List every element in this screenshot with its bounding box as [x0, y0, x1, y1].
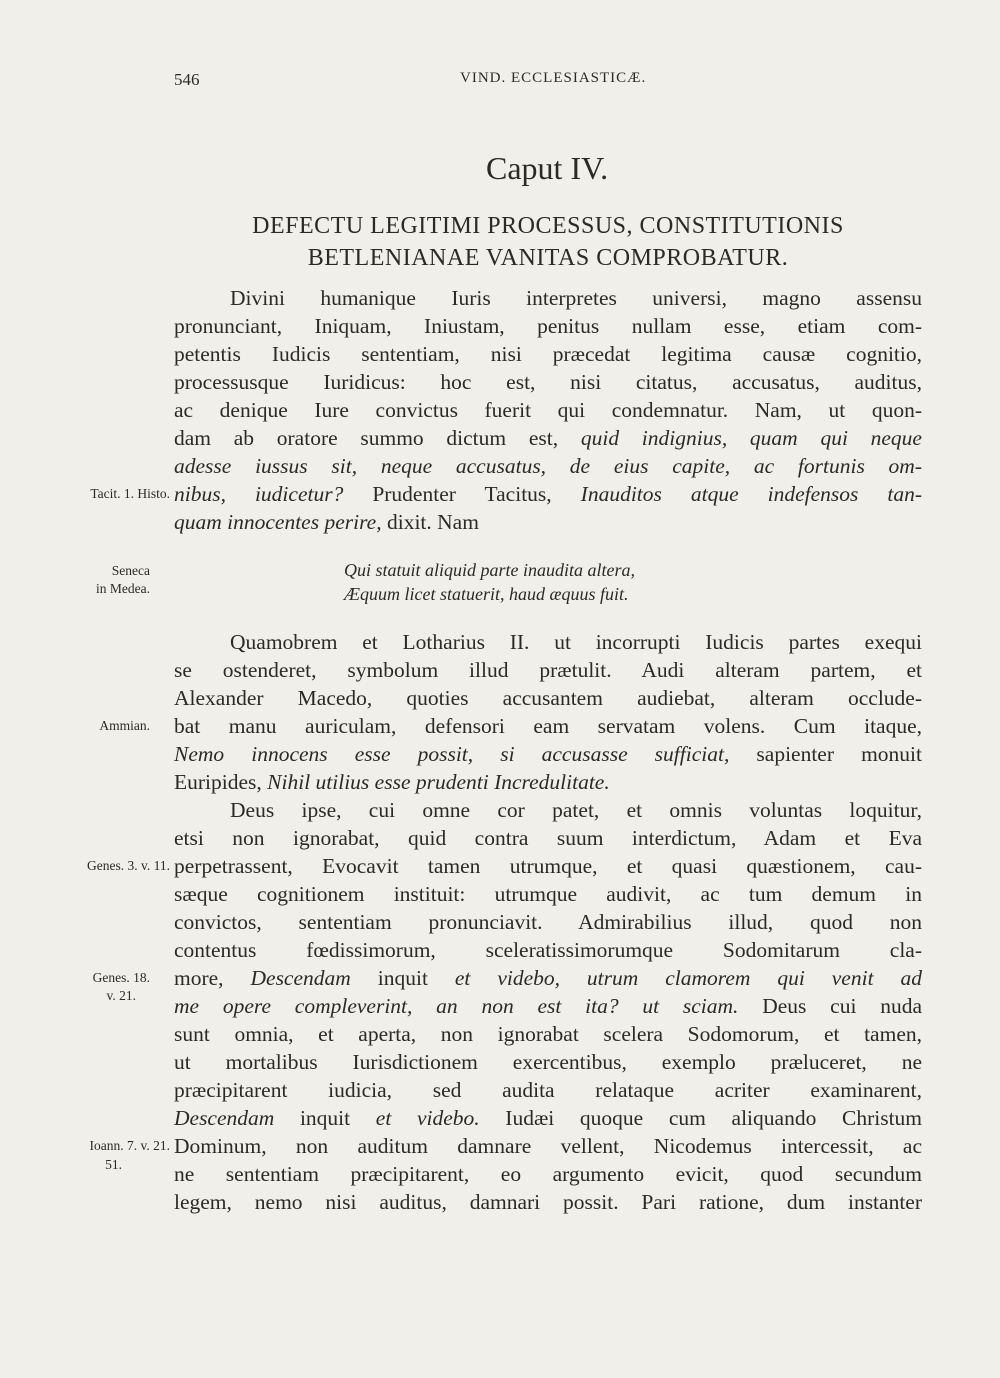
text-line: Quamobrem et Lotharius II. ut incorrupti Iudicis partes exequi [230, 630, 922, 654]
margin-note-john-7: Ioann. 7. v. 21. [89, 1138, 170, 1153]
quotation: quid indignius, quam qui neque [580, 426, 922, 450]
quotation: Inauditos atque indefensos tan- [580, 482, 923, 506]
text-line: pronunciant, Iniquam, Iniustam, penitus nullam esse, etiam com- [174, 314, 922, 338]
text-run: dam ab oratore summo dictum est, [174, 426, 581, 450]
text-run: inquit [350, 966, 455, 990]
quotation: Nihil utilius esse prudenti Incredulitate. [267, 770, 610, 794]
text-line: ac denique Iure convictus fuerit qui condemnatur. Nam, ut quon- [174, 398, 922, 422]
text-line: Divini humanique Iuris interpretes universi, magno assensu [230, 286, 922, 310]
text-run: more, [174, 966, 251, 990]
text-run: sapienter monuit [729, 742, 922, 766]
text-run: Iudæi quoque cum aliquando Christum [479, 1106, 923, 1130]
text-line [174, 993, 922, 1019]
text-run: Prudenter Tacitus, [343, 482, 581, 506]
text-line: perpetrassent, Evocavit tamen utrumque, et quasi quæstionem, cau- [174, 854, 922, 878]
text-line: convictos, sententiam pronunciavit. Admirabilius illud, quod non [174, 910, 922, 934]
running-head: VIND. ECCLESIASTICÆ. [460, 70, 647, 86]
quotation: quam innocentes perire, [174, 510, 382, 534]
verse-line: Qui statuit aliquid parte inaudita altera, [344, 560, 636, 580]
text-line [174, 509, 922, 535]
quotation: me opere compleverint, an non est ita? ut sciam. [174, 994, 739, 1018]
text-line: adesse iussus sit, neque accusatus, de eius capite, ac fortunis om- [174, 454, 922, 478]
text-line: Deus ipse, cui omne cor patet, et omnis voluntas loquitur, [230, 798, 922, 822]
text-run: dixit. Nam [381, 510, 479, 534]
text-line [174, 741, 922, 767]
text-line: ne sententiam præcipitarent, eo argumento evicit, quod secundum [174, 1162, 922, 1186]
margin-note-john-7-verse: 51. [105, 1157, 122, 1172]
text-run: inquit [274, 1106, 376, 1130]
text-line: bat manu auriculam, defensori eam servatam volens. Cum itaque, [174, 714, 922, 738]
chapter-title: Caput IV. [486, 150, 609, 186]
text-line: legem, nemo nisi auditus, damnari possit. Pari ratione, dum instanter [174, 1190, 922, 1214]
chapter-subtitle-line-1: DEFECTU LEGITIMI PROCESSUS, CONSTITUTIONIS [252, 213, 844, 239]
margin-note-seneca: Seneca [111, 563, 150, 578]
quotation: nibus, iudicetur? [174, 482, 344, 506]
quotation: Nemo innocens esse possit, si accusasse sufficiat, [174, 742, 730, 766]
margin-note-genesis-18: Genes. 18. [92, 970, 150, 985]
quotation: Descendam [174, 1106, 275, 1130]
text-line: Alexander Macedo, quoties accusantem audiebat, alteram occlude- [174, 686, 922, 710]
margin-note-seneca-work: in Medea. [96, 581, 150, 596]
text-line [174, 965, 922, 991]
text-line: præcipitarent iudicia, sed audita relataque acriter examinarent, [174, 1078, 922, 1102]
page-number: 546 [174, 70, 200, 89]
margin-note-tacitus: Tacit. 1. Histo. [90, 486, 170, 501]
margin-note-ammian: Ammian. [99, 718, 150, 733]
text-line: ut mortalibus Iurisdictionem exercentibus, exemplo præluceret, ne [174, 1050, 922, 1074]
text-line: processusque Iuridicus: hoc est, nisi citatus, accusatus, auditus, [174, 370, 922, 394]
text-line: se ostenderet, symbolum illud prætulit. Audi alteram partem, et [174, 658, 922, 682]
text-line [174, 481, 922, 507]
text-run: Deus cui nuda [738, 994, 923, 1018]
text-line [174, 769, 922, 795]
chapter-subtitle-line-2: BETLENIANAE VANITAS COMPROBATUR. [307, 245, 789, 271]
quotation: et videbo, utrum clamorem qui venit ad [454, 966, 922, 990]
margin-note-genesis-3: Genes. 3. v. 11. [87, 858, 170, 873]
text-run: Euripides, [174, 770, 268, 794]
quotation: et videbo. [375, 1106, 480, 1130]
text-line: petentis Iudicis sententiam, nisi præcedat legitima causæ cognitio, [174, 342, 922, 366]
text-line [174, 425, 922, 451]
text-line: sunt omnia, et aperta, non ignorabat scelera Sodomorum, et tamen, [174, 1022, 922, 1046]
text-line: Dominum, non auditum damnare vellent, Nicodemus intercessit, ac [174, 1134, 922, 1158]
text-line: contentus fœdissimorum, sceleratissimorumque Sodomitarum cla- [174, 938, 922, 962]
quotation: Descendam [250, 966, 351, 990]
text-line [174, 1105, 922, 1131]
margin-note-genesis-18-verse: v. 21. [106, 988, 136, 1003]
text-line: etsi non ignorabat, quid contra suum interdictum, Adam et Eva [174, 826, 922, 850]
verse-line: Æquum licet statuerit, haud æquus fuit. [344, 584, 629, 604]
text-line: sæque cognitionem instituit: utrumque audivit, ac tum demum in [174, 882, 922, 906]
